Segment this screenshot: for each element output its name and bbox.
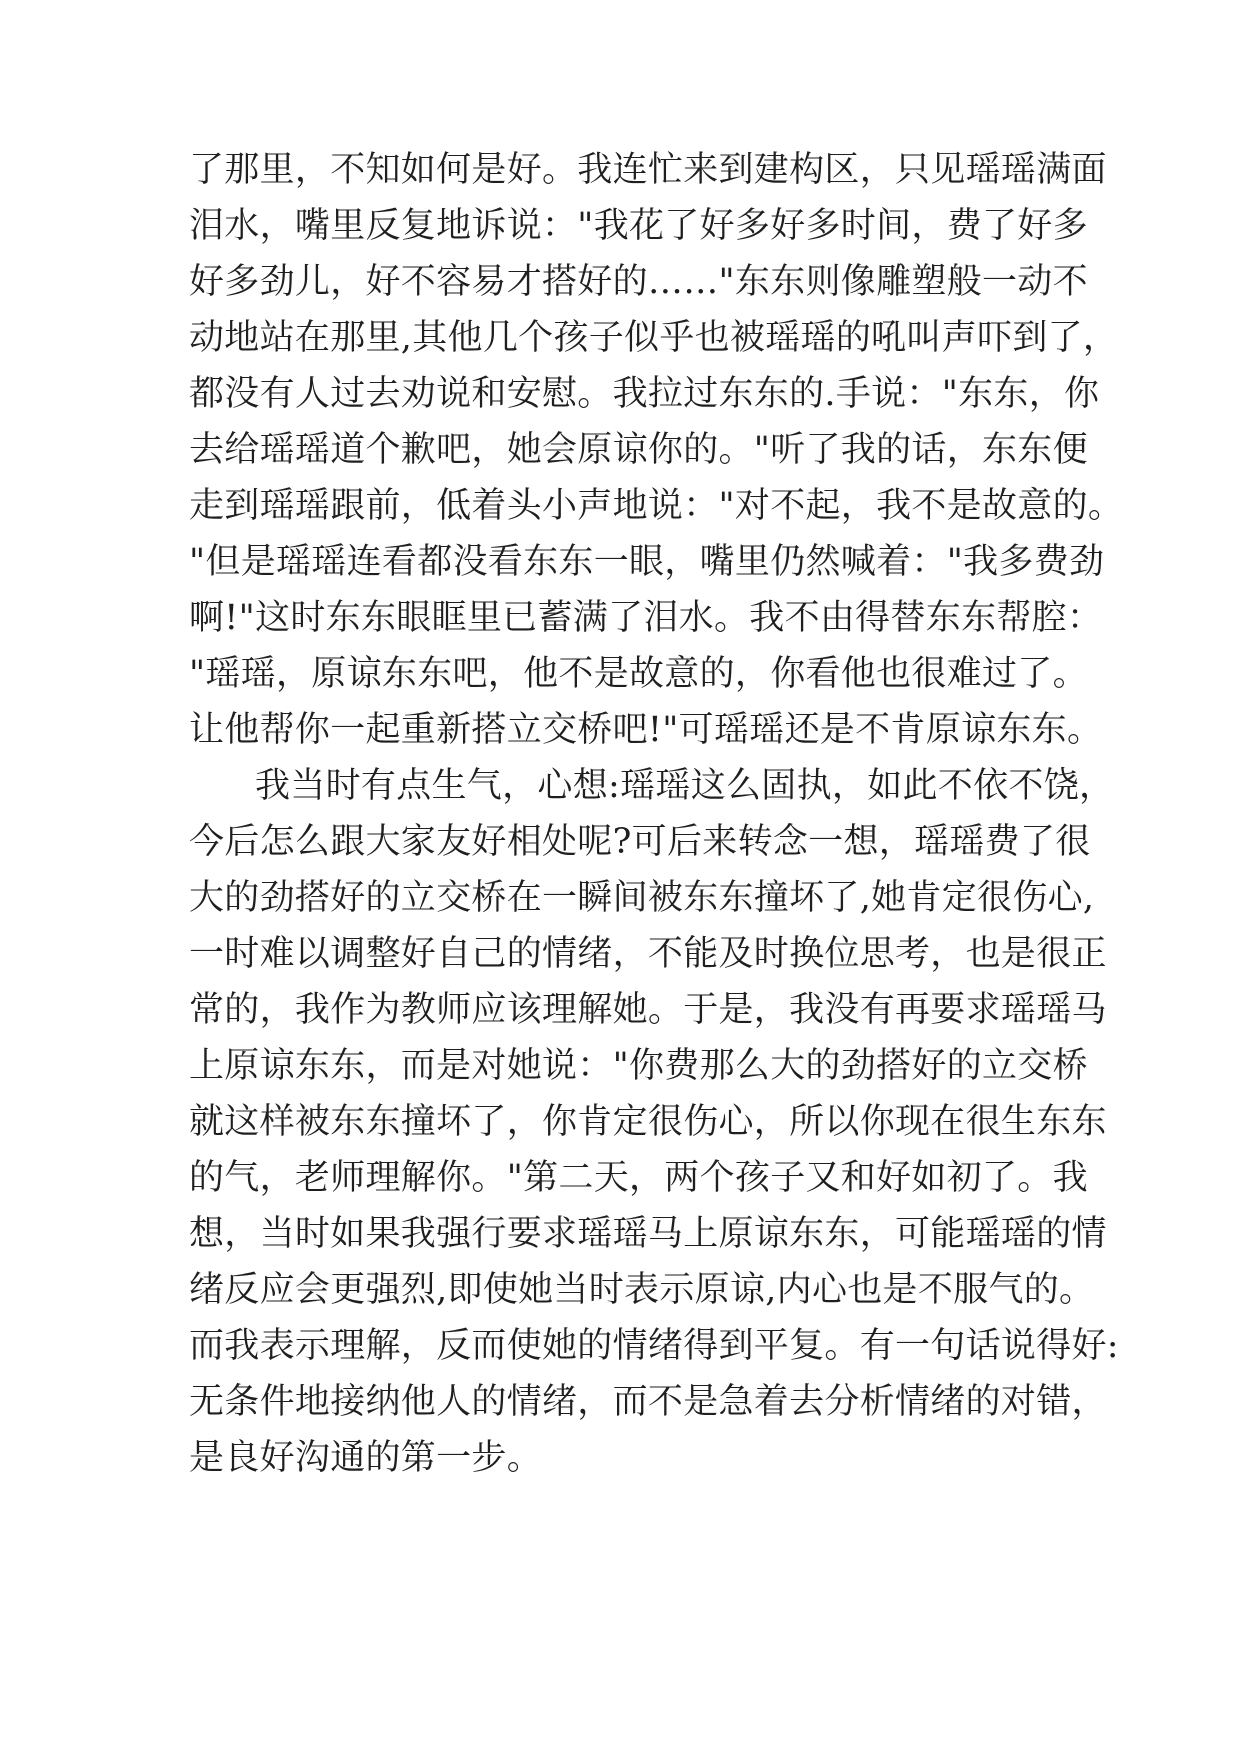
- text-line: "瑶瑶，原谅东东吧，他不是故意的，你看他也很难过了。: [189, 654, 1088, 694]
- text-line: 今后怎么跟大家友好相处呢?可后来转念一想，瑶瑶费了很: [189, 822, 1091, 862]
- text-line: 大的劲搭好的立交桥在一瞬间被东东撞坏了,她肯定很伤心,: [189, 878, 1095, 918]
- text-line: 泪水，嘴里反复地诉说："我花了好多好多时间，费了好多: [189, 206, 1088, 246]
- text-line: 就这样被东东撞坏了，你肯定很伤心，所以你现在很生东东: [189, 1102, 1107, 1142]
- text-line: 让他帮你一起重新搭立交桥吧!"可瑶瑶还是不肯原谅东东。: [189, 710, 1103, 750]
- text-line: 常的，我作为教师应该理解她。于是，我没有再要求瑶瑶马: [189, 990, 1107, 1030]
- text-line: 去给瑶瑶道个歉吧，她会原谅你的。"听了我的话，东东便: [189, 430, 1088, 470]
- text-line: 动地站在那里,其他几个孩子似乎也被瑶瑶的吼叫声吓到了，: [189, 318, 1119, 358]
- text-line: 无条件地接纳他人的情绪，而不是急着去分析情绪的对错，: [189, 1382, 1107, 1422]
- text-line: 而我表示理解，反而使她的情绪得到平复。有一句话说得好:: [189, 1326, 1119, 1366]
- text-line: 上原谅东东，而是对她说："你费那么大的劲搭好的立交桥: [189, 1046, 1088, 1086]
- text-line: 想，当时如果我强行要求瑶瑶马上原谅东东，可能瑶瑶的情: [189, 1214, 1107, 1254]
- text-line: 走到瑶瑶跟前，低着头小声地说："对不起，我不是故意的。: [189, 486, 1124, 526]
- text-line: "但是瑶瑶连看都没看东东一眼，嘴里仍然喊着："我多费劲: [189, 542, 1105, 582]
- text-line: 好多劲儿，好不容易才搭好的……"东东则像雕塑般一动不: [189, 262, 1088, 302]
- text-line: 绪反应会更强烈,即使她当时表示原谅,内心也是不服气的。: [189, 1270, 1095, 1310]
- paragraph-first-line: 我当时有点生气，心想:瑶瑶这么固执，如此不依不饶，: [255, 766, 1115, 806]
- text-line: 都没有人过去劝说和安慰。我拉过东东的.手说："东东，你: [189, 374, 1100, 414]
- text-line: 了那里，不知如何是好。我连忙来到建构区，只见瑶瑶满面: [189, 150, 1107, 190]
- text-line: 的气，老师理解你。"第二天，两个孩子又和好如初了。我: [189, 1158, 1088, 1198]
- text-line: 啊!"这时东东眼眶里已蓄满了泪水。我不由得替东东帮腔：: [189, 598, 1103, 638]
- text-line: 一时难以调整好自己的情绪，不能及时换位思考，也是很正: [189, 934, 1107, 974]
- text-line: 是良好沟通的第一步。: [189, 1438, 543, 1478]
